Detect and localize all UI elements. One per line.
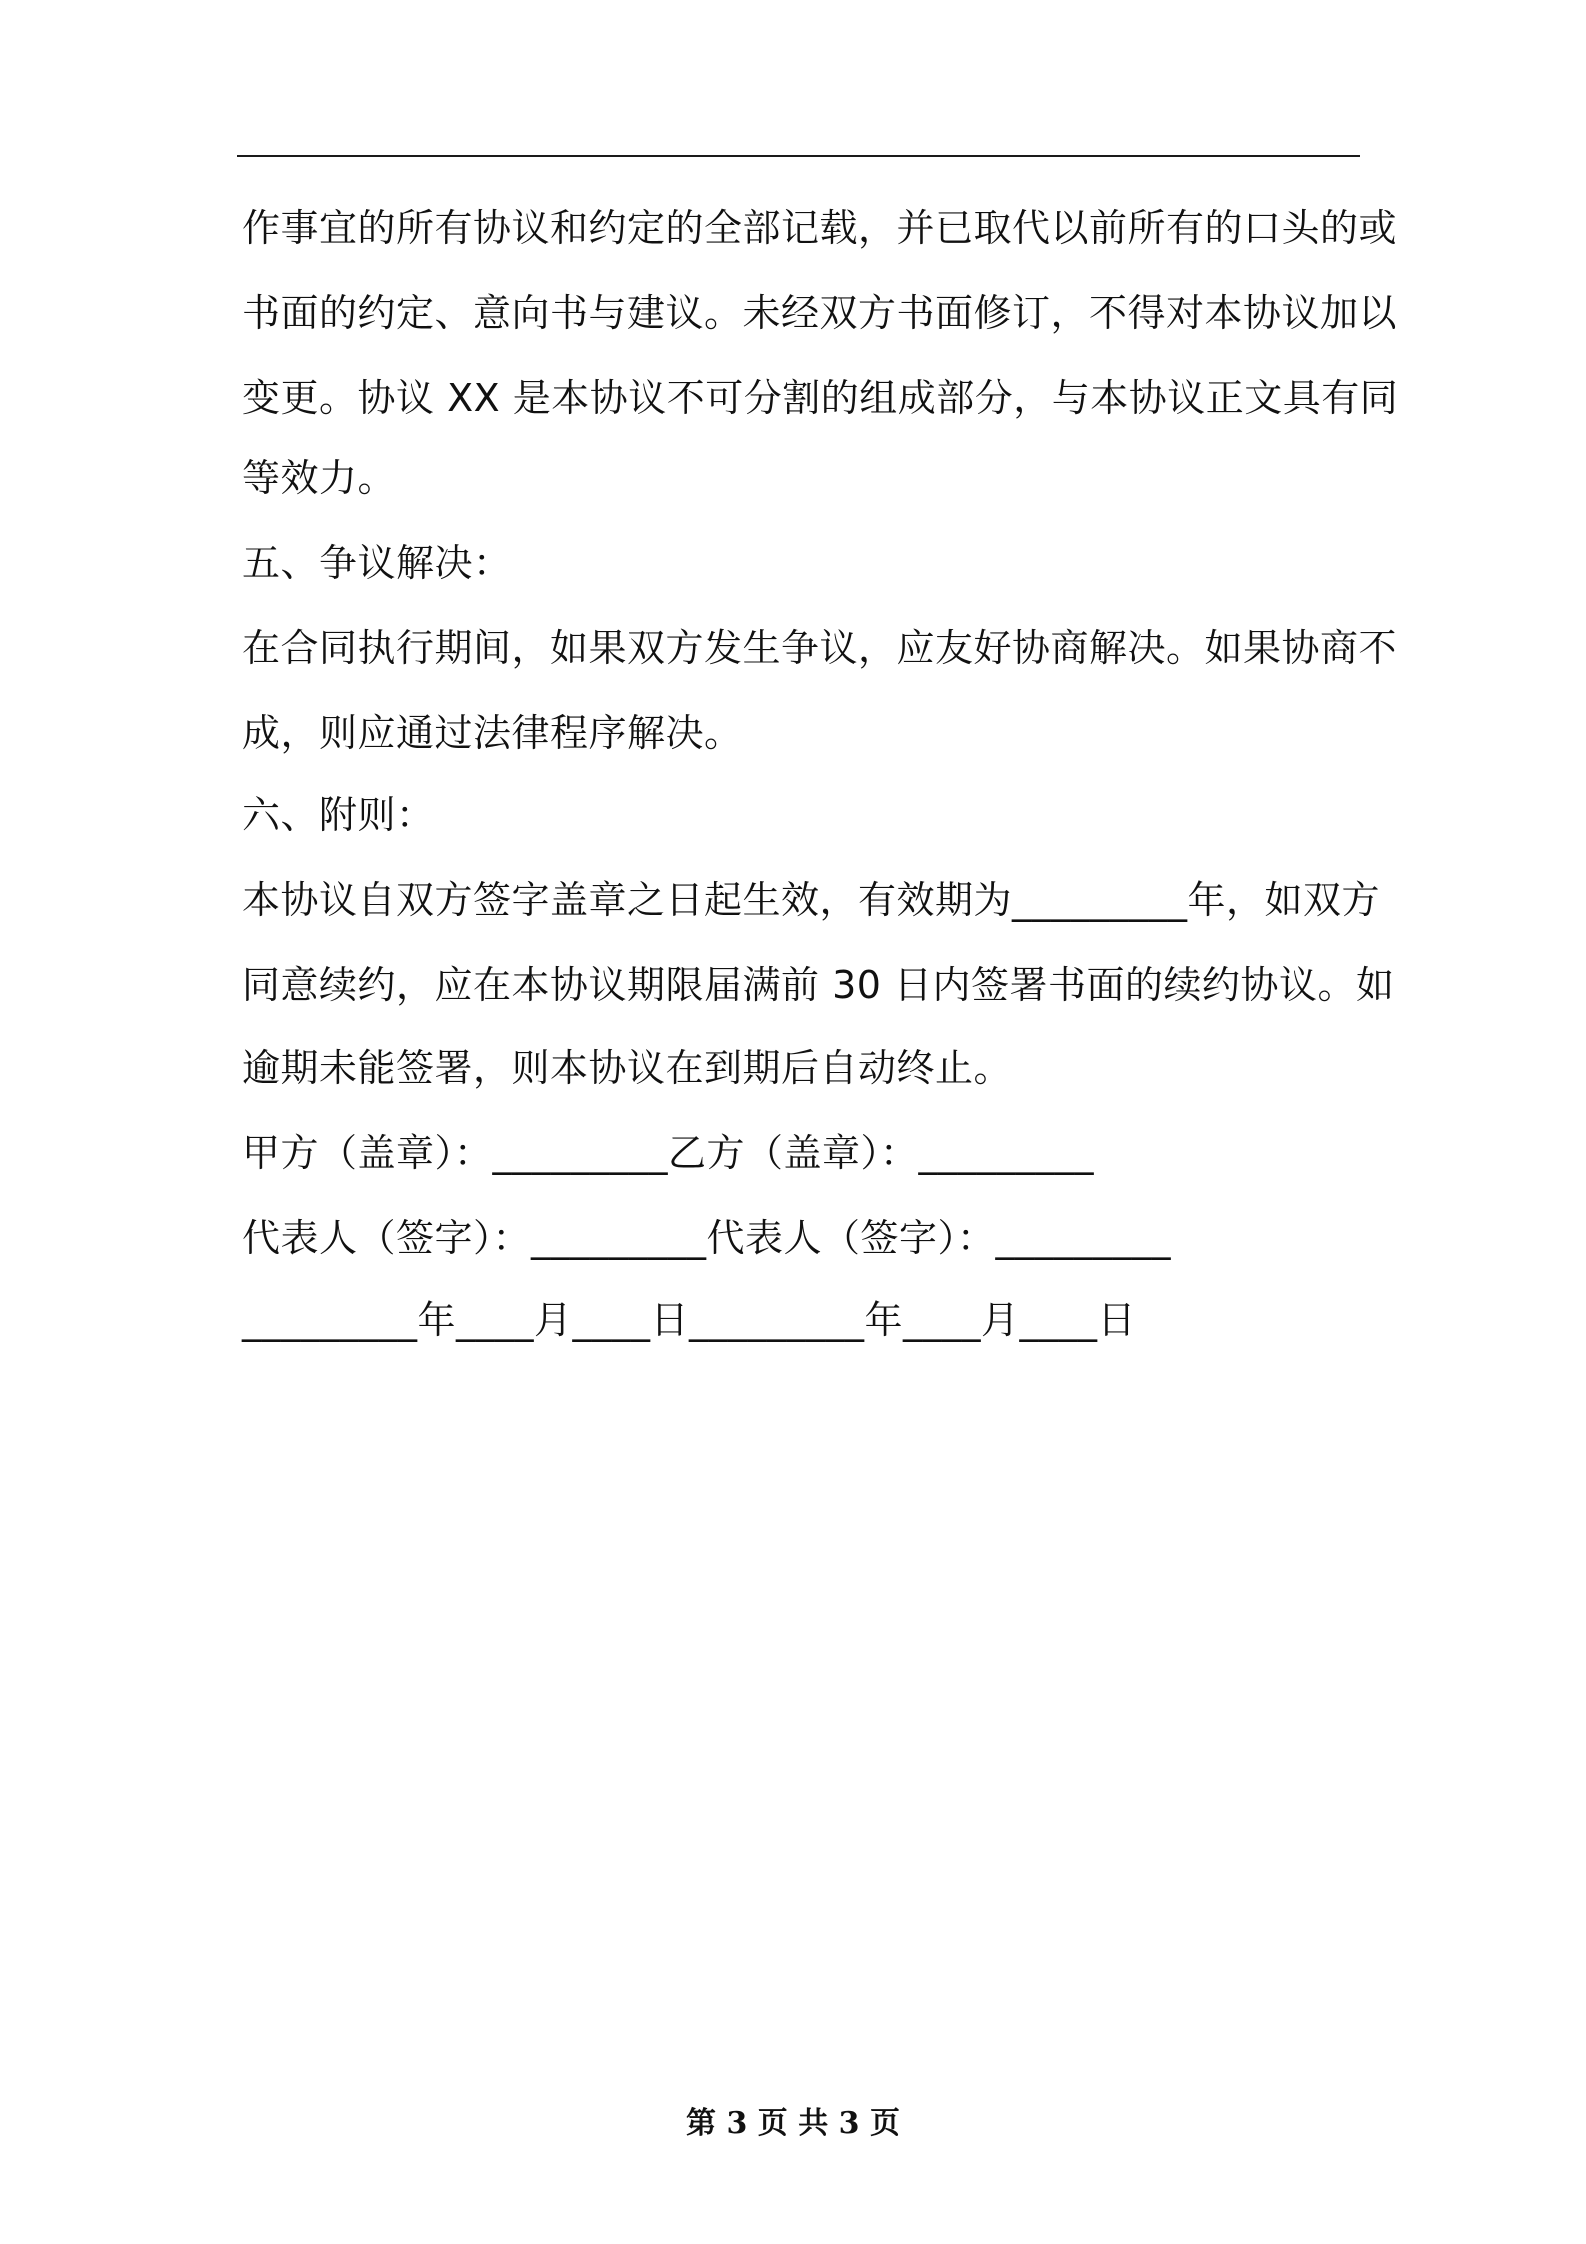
paragraph-line: 成，则应通过法律程序解决。 [242, 711, 743, 755]
signature-date-line: _________年____月____日_________年____月____日 [242, 1298, 1137, 1342]
section-heading-dispute: 五、争议解决： [242, 541, 512, 585]
paragraph-line: 书面的约定、意向书与建议。未经双方书面修订，不得对本协议加以 [242, 291, 1398, 335]
paragraph-line: 在合同执行期间，如果双方发生争议，应友好协商解决。如果协商不 [242, 626, 1398, 670]
paragraph-line: 逾期未能签署，则本协议在到期后自动终止。 [242, 1046, 1013, 1090]
header-rule [237, 155, 1360, 157]
paragraph-line: 作事宜的所有协议和约定的全部记载，并已取代以前所有的口头的或 [242, 206, 1398, 250]
paragraph-line: 本协议自双方签字盖章之日起生效，有效期为_________年，如双方 [242, 878, 1381, 922]
signature-representative-line: 代表人（签字）：_________代表人（签字）：_________ [242, 1216, 1172, 1260]
signature-seal-line: 甲方（盖章）：_________乙方（盖章）：_________ [242, 1131, 1095, 1175]
section-heading-supplementary: 六、附则： [242, 793, 435, 837]
paragraph-line: 同意续约，应在本协议期限届满前 30 日内签署书面的续约协议。如 [242, 963, 1395, 1007]
page-number-footer: 第 3 页 共 3 页 [686, 2106, 900, 2141]
paragraph-line: 变更。协议 XX 是本协议不可分割的组成部分，与本协议正文具有同 [242, 376, 1399, 420]
paragraph-line: 等效力。 [242, 456, 397, 500]
